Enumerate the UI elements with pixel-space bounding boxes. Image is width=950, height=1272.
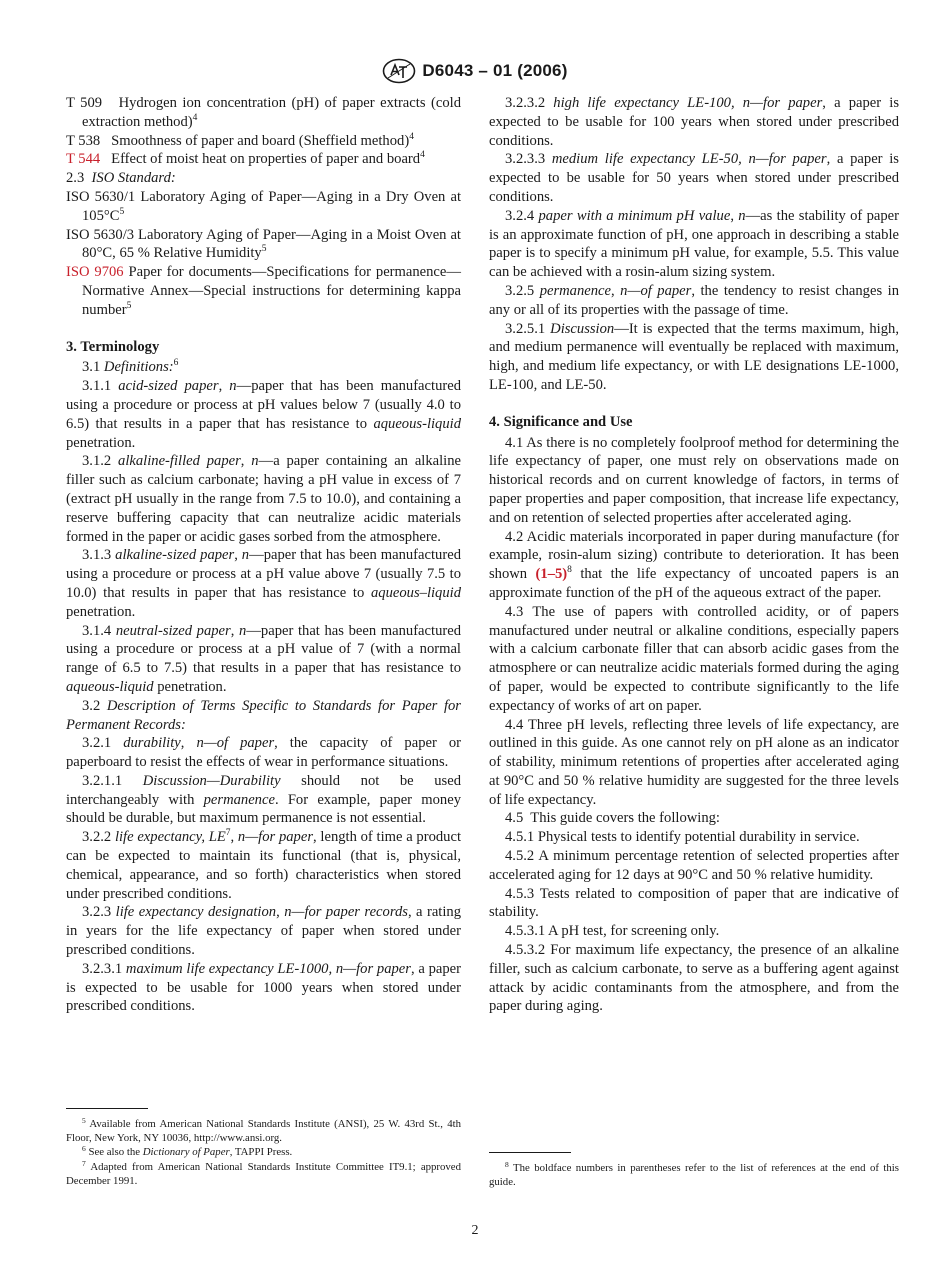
definition-neutral-sized-paper: 3.1.4 neutral-sized paper, n—paper that has been manufactured using a procedure or process at a pH value of 7 (with a normal range of 6.5 to 7.5) that results in a paper that has resistance to aqueous-liquid penetration. bbox=[66, 622, 461, 695]
reference-link-1-5[interactable]: (1–5) bbox=[535, 566, 568, 583]
discussion-durability: 3.2.1.1 Discussion—Durability should not be used interchangeably with permanence. For example, paper money should be durable, but maximum permanence is not essential. bbox=[66, 772, 461, 827]
definition-le-50: 3.2.3.3 medium life expectancy LE-50, n—for paper, a paper is expected to be usable for 50 years when stored under prescribed conditions. bbox=[489, 151, 899, 205]
paragraph-4-5-3-1: 4.5.3.1 A pH test, for screening only. bbox=[505, 923, 720, 940]
section-2-3: 2.3 ISO Standard: bbox=[66, 170, 176, 187]
paragraph-4-5-3-2: 4.5.3.2 For maximum life expectancy, the presence of an alkaline filler, such as calcium carbonate, to serve as a buffering agent against attack by acidic contaminants from the atmosphere, and from the paper during aging. bbox=[489, 942, 899, 1015]
definition-permanence: 3.2.5 permanence, n—of paper, the tendency to resist changes in any or all of its properties with the passage of time. bbox=[489, 282, 899, 318]
paragraph-4-5-2: 4.5.2 A minimum percentage retention of selected properties after accelerated aging for 12 days at 90°C and 50 % relative humidity. bbox=[489, 848, 900, 883]
page-number: 2 bbox=[471, 1223, 479, 1238]
footnote-5: $^5$ Available from American National Standards Institute (ANSI), 25 W. 43rd St., 4th Floor, New York, NY 10036, http://www.ansi.org. bbox=[66, 1116, 461, 1145]
paragraph-4-3: 4.3 The use of papers with controlled acidity, or of papers manufactured under neutral or alkaline conditions, especially papers with a calcium carbonate filler that can absorb acidic gases from the atmosphere or can neutralize acidic materials formed during the aging of paper, would be expected to contribute significantly to the life expectancy of works of art on paper. bbox=[489, 603, 899, 714]
document-id: D6043 – 01 (2006) bbox=[422, 60, 568, 80]
reference-iso-5630-3: ISO 5630/3 Laboratory Aging of Paper—Aging in a Moist Oven at 80°C, 65 % Relative Humidity$^5$ bbox=[66, 226, 461, 262]
definition-durability: 3.2.1 durability, n—of paper, the capacity of paper or paperboard to resist the effects of wear in performance situations. bbox=[66, 735, 462, 771]
paragraph-4-5-1: 4.5.1 Physical tests to identify potential durability in service. bbox=[505, 829, 860, 846]
definition-life-expectancy: 3.2.2 life expectancy, $LE^7$, n—for paper, length of time a product can be expected to maintain its functional (that is, physical, chemical, appearance, and so forth) characteristics when stored under prescribed conditions. bbox=[66, 828, 462, 902]
left-column bbox=[66, 94, 461, 1016]
footnote-8: $^8$ The boldface numbers in parentheses refer to the list of references at the end of this guide. bbox=[489, 1160, 899, 1189]
paragraph-4-2: 4.2 Acidic materials incorporated in paper during manufacture (for example, rosin-alum sizing) contribute to deterioration. It has been shown $(1-5)^8$ that the life expectancy of uncoated papers is an approximate function of the pH of the aqueous extract of the paper. bbox=[489, 528, 899, 601]
paragraph-4-5: 4.5 This guide covers the following: bbox=[505, 810, 720, 827]
reference-t509: T 509 Hydrogen ion concentration (pH) of paper extracts (cold extraction method)$^4$ bbox=[66, 95, 461, 130]
footnotes-left bbox=[66, 1117, 461, 1188]
definition-alkaline-sized-paper: 3.1.3 alkaline-sized paper, n—paper that has been manufactured using a procedure or process at a pH value above 7 (usually 7.5 to 10.0) that results in paper that has resistance to aqueous–liquid penetration. bbox=[66, 547, 461, 620]
page-header bbox=[0, 56, 950, 86]
footnote-6: $^6$ See also the Dictionary of Paper, TAPPI Press. bbox=[82, 1144, 293, 1159]
paragraph-4-5-3: 4.5.3 Tests related to composition of paper that are indicative of stability. bbox=[489, 885, 900, 921]
discussion-permanence: 3.2.5.1 Discussion—It is expected that the terms maximum, high, and medium permanence will eventually be replaced with maximum, high, and medium life expectancy, or with LE designations LE-1000, LE-100, and LE-50. bbox=[489, 320, 899, 393]
section-3-2: 3.2 Description of Terms Specific to Standards for Paper for Permanent Records: bbox=[66, 697, 461, 733]
footnote-rule-left bbox=[66, 1108, 148, 1109]
reference-iso-9706: ISO 9706 Paper for documents—Specifications for permanence—Normative Annex—Special instructions for determining kappa number$^5$ bbox=[66, 264, 461, 318]
right-column bbox=[489, 94, 899, 1016]
paragraph-4-1: 4.1 As there is no completely foolproof method for determining the life expectancy of paper, one must rely on observations made on historical records and on current knowledge of factors, in terms of paper properties and paper composition, that increase life expectancy, and on retention of selected properties after accelerated aging. bbox=[489, 434, 899, 526]
section-heading-significance: 4. Significance and Use bbox=[489, 413, 633, 430]
section-3-1: 3.1 Definitions:$^6$ bbox=[82, 358, 179, 376]
reference-link-iso-9706[interactable]: ISO 9706 bbox=[66, 264, 124, 281]
definition-minimum-ph: 3.2.4 paper with a minimum pH value, n—as the stability of paper is an approximate function of pH, one approach in describing a stable paper is to specify a minimum pH value, for example, 5.5. This value can be achieved with a rosin-alum sizing system. bbox=[489, 207, 899, 281]
paragraph-4-4: 4.4 Three pH levels, reflecting three levels of life expectancy, are outlined in this guide. As one cannot rely on pH alone as an indicator of stability, minimum retentions of properties after accelerated aging at 90°C and 50 % relative humidity are suggested for the three levels of life expectancy. bbox=[489, 716, 900, 808]
footnotes-right bbox=[489, 1161, 899, 1189]
definition-life-expectancy-designation: 3.2.3 life expectancy designation, n—for paper records, a rating in years for the life expectancy of paper when stored under prescribed conditions. bbox=[66, 904, 461, 959]
definition-acid-sized-paper: 3.1.1 acid-sized paper, n—paper that has been manufactured using a procedure or process at pH values below 7 (usually 4.0 to 6.5) that results in a paper that has resistance to aqueous-liquid penetration. bbox=[66, 378, 461, 451]
reference-t538: T 538 Smoothness of paper and board (Sheffield method)$^4$ bbox=[66, 131, 414, 149]
definition-alkaline-filled-paper: 3.1.2 alkaline-filled paper, n—a paper containing an alkaline filler such as calcium carbonate; having a pH value in excess of 7 (extract pH usually in the range from 7.5 to 10.0), and containing a reserve buffering capacity that can neutralize acidic materials formed in the paper or acidic gases sorbed from the atmosphere. bbox=[66, 453, 462, 545]
footnote-7: $^7$ Adapted from American National Standards Institute Committee IT9.1; approved December 1991. bbox=[66, 1158, 461, 1187]
section-heading-terminology: 3. Terminology bbox=[66, 338, 160, 355]
reference-iso-5630-1: ISO 5630/1 Laboratory Aging of Paper—Aging in a Dry Oven at $105^\circ C^5$ bbox=[66, 188, 462, 224]
definition-le-100: 3.2.3.2 high life expectancy LE-100, n—for paper, a paper is expected to be usable for 100 years when stored under prescribed conditions. bbox=[489, 95, 899, 149]
footnote-rule-right bbox=[489, 1152, 571, 1153]
astm-logo-icon bbox=[382, 58, 416, 84]
reference-link-t544[interactable]: T 544 bbox=[66, 151, 101, 168]
reference-t544: T 544 Effect of moist heat on properties of paper and board$^4$ bbox=[66, 150, 425, 168]
definition-le-1000: 3.2.3.1 maximum life expectancy LE-1000, n—for paper, a paper is expected to be usable for 1000 years when stored under prescribed conditions. bbox=[66, 960, 461, 1015]
